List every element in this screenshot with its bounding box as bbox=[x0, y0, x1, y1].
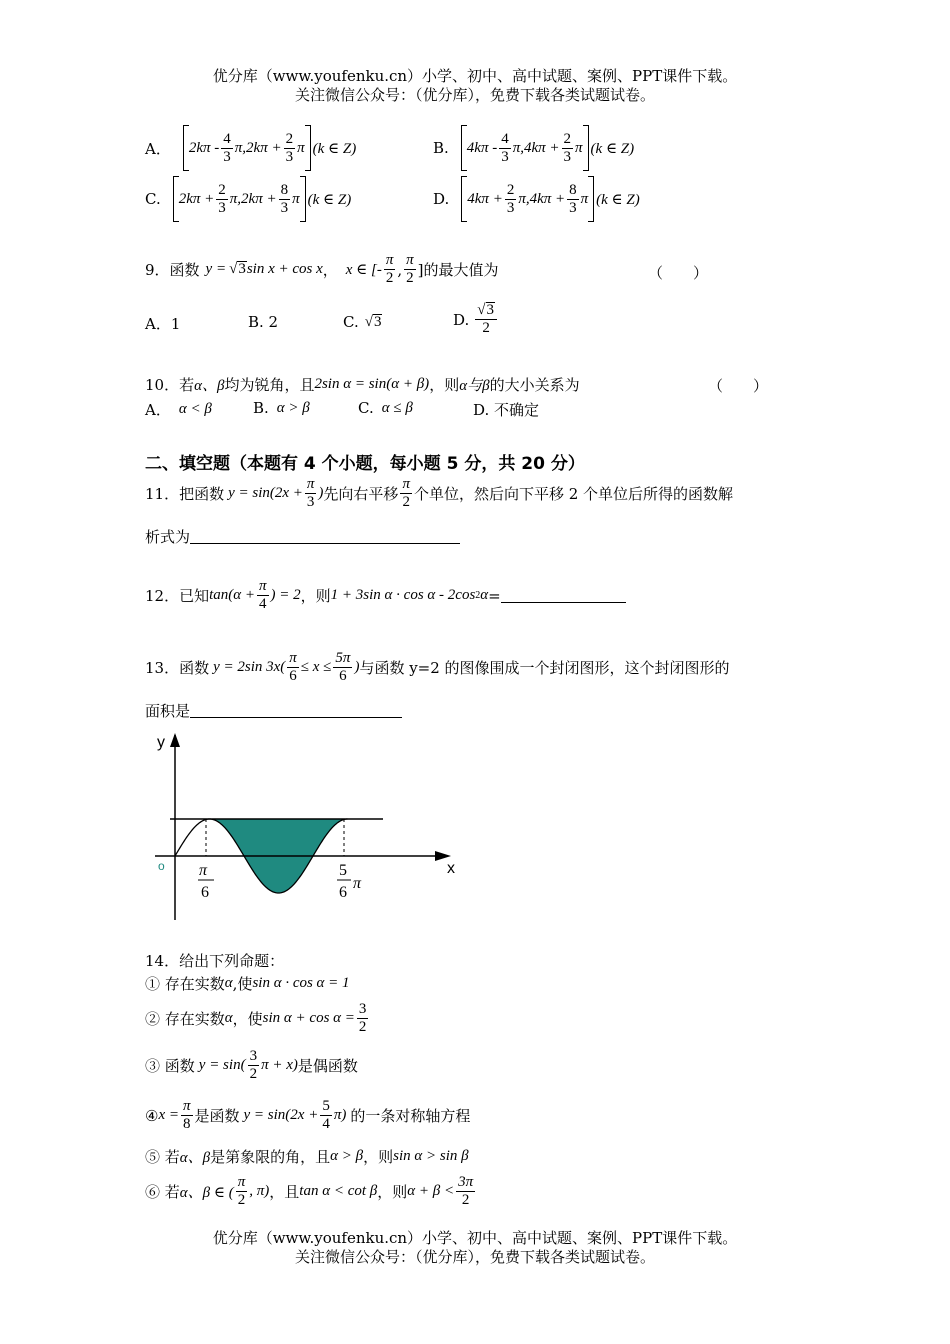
q13-stem bbox=[145, 650, 730, 685]
expr: α、β bbox=[194, 378, 225, 394]
fraction: $\frac{\pi}{3}$ bbox=[306, 476, 315, 510]
tick2-pi: π bbox=[353, 875, 362, 892]
q14-item-3 bbox=[145, 1048, 358, 1083]
expr: x = bbox=[158, 1107, 179, 1123]
expr: π,2kπ + bbox=[229, 190, 277, 207]
item-text: ,使 bbox=[232, 975, 253, 993]
q10-option-c bbox=[358, 399, 413, 417]
fraction: $\frac{2}{3}$ bbox=[218, 181, 226, 216]
expr: tan(α + bbox=[209, 587, 256, 603]
expr: x ∈ [- bbox=[345, 262, 382, 278]
option-label: D. bbox=[453, 310, 470, 329]
stem-text: 的大小关系为 bbox=[489, 376, 580, 394]
expr: π,2kπ + bbox=[234, 139, 282, 156]
expr: π bbox=[292, 190, 300, 207]
option-label: C. bbox=[358, 399, 374, 417]
k-in-z: (k ∈ Z) bbox=[307, 191, 352, 208]
q12-stem bbox=[145, 578, 626, 613]
expr: π,4kπ + bbox=[512, 139, 560, 156]
fraction: $\frac{\pi}{4}$ bbox=[259, 578, 267, 612]
option-label: B. bbox=[253, 399, 269, 417]
header-line-2: 关注微信公众号：（优分库），免费下载各类试题试卷。 bbox=[294, 86, 655, 104]
expr: α > β bbox=[276, 399, 310, 416]
expr: α ≤ β bbox=[381, 399, 413, 416]
origin-label: o bbox=[158, 859, 165, 873]
q14-item-4 bbox=[145, 1098, 470, 1133]
expr: ) bbox=[354, 659, 360, 675]
fraction: $\frac{2}{3}$ bbox=[563, 130, 572, 165]
option-label: B. bbox=[433, 139, 449, 157]
k-in-z: (k ∈ Z) bbox=[596, 191, 640, 208]
q14-stem: 14．给出下列命题： bbox=[145, 952, 285, 970]
fraction: $\frac{4}{3}$ bbox=[223, 130, 231, 165]
x-axis-label: x bbox=[447, 860, 455, 877]
fraction: $\frac{3}{2}$ bbox=[358, 1001, 367, 1035]
q8-option-c bbox=[145, 176, 351, 222]
expr: π) bbox=[333, 1107, 347, 1123]
question-number: 12．已知 bbox=[145, 587, 210, 605]
fraction: $\frac{8}{3}$ bbox=[280, 181, 289, 216]
fraction: $\frac{\pi}{2}$ bbox=[237, 1174, 246, 1208]
expr: y = 2sin 3x( bbox=[213, 659, 286, 675]
question-number: 13．函数 bbox=[145, 659, 210, 677]
answer-paren: （ ） bbox=[708, 377, 769, 395]
fraction: $\frac{3\pi}{2}$ bbox=[458, 1174, 474, 1208]
answer-blank[interactable] bbox=[190, 703, 402, 718]
y-axis-arrow bbox=[170, 733, 180, 747]
option-label: C. bbox=[343, 313, 359, 331]
item-text: 的一条对称轴方程 bbox=[350, 1107, 471, 1125]
q11-answer-line bbox=[145, 526, 460, 547]
stem-text: 个单位，然后向下平移 2 个单位后所得的函数解 bbox=[413, 485, 734, 503]
fraction: $\frac{\pi}{2}$ bbox=[385, 252, 394, 286]
bracket-right bbox=[300, 176, 306, 222]
expr: π + x) bbox=[261, 1057, 298, 1073]
expr: π bbox=[580, 190, 589, 207]
stem-text: ，则 bbox=[300, 587, 331, 605]
expr: α + β < bbox=[407, 1183, 455, 1199]
option-label: A． bbox=[145, 139, 171, 158]
separator: , bbox=[397, 260, 403, 279]
header-line-1: 优分库（www.youfenku.cn）小学、初中、高中试题、案例、PPT课件下载。 bbox=[212, 67, 738, 85]
question-number: 9．函数 bbox=[145, 261, 200, 279]
expr: α、β ∈ ( bbox=[179, 1185, 234, 1201]
item-text: ① 存在实数 bbox=[145, 975, 225, 993]
bracket-right bbox=[305, 125, 311, 171]
q14-item-5 bbox=[145, 1146, 469, 1167]
item-text: ③ 函数 bbox=[145, 1057, 195, 1075]
stem-text: 先向右平移 bbox=[323, 485, 399, 503]
item-text: 是第象限的角，且 bbox=[210, 1148, 331, 1166]
expr: α bbox=[224, 1010, 233, 1026]
stem-text: 均为锐角，且 bbox=[224, 376, 315, 394]
stem-text: 面积是 bbox=[145, 702, 191, 720]
item-text: ② 存在实数 bbox=[145, 1010, 225, 1028]
item-text: ，使 bbox=[232, 1010, 263, 1028]
item-text: ，且 bbox=[269, 1183, 300, 1201]
stem-text: 析式为 bbox=[145, 528, 191, 546]
expr: 2kπ + bbox=[178, 190, 215, 207]
q10-stem bbox=[145, 374, 580, 395]
q10-option-b bbox=[253, 399, 310, 417]
stem-text: 的最大值为 bbox=[423, 261, 499, 279]
sine-graph bbox=[145, 725, 465, 925]
item-text: ，则 bbox=[363, 1148, 394, 1166]
fraction: $\frac{\pi}{6}$ bbox=[289, 650, 297, 684]
expr: π bbox=[575, 139, 583, 156]
expr: sin α · cos α = 1 bbox=[252, 975, 350, 991]
q9-option-a: A．1 bbox=[145, 315, 181, 333]
bracket-right bbox=[583, 125, 589, 171]
answer-blank[interactable] bbox=[501, 588, 626, 603]
fraction: $\frac{4}{3}$ bbox=[501, 130, 509, 165]
expr: π bbox=[297, 139, 305, 156]
item-text: ⑤ 若 bbox=[145, 1148, 180, 1166]
fraction: $\frac{\pi}{2}$ bbox=[402, 476, 410, 510]
expr: 4kπ - bbox=[466, 139, 498, 156]
expr: sin α > sin β bbox=[393, 1148, 469, 1164]
superscript: 2 bbox=[475, 590, 481, 601]
footer-line-2: 关注微信公众号：（优分库），免费下载各类试题试卷。 bbox=[294, 1248, 655, 1266]
expr: y = sin( bbox=[198, 1057, 246, 1073]
expr: ] bbox=[417, 260, 424, 279]
fraction: $\frac{2}{3}$ bbox=[285, 130, 294, 165]
fraction: $\frac{5}{4}$ bbox=[322, 1098, 330, 1132]
fraction: $\frac{\pi}{8}$ bbox=[182, 1098, 191, 1132]
item-text: 是函数 bbox=[194, 1107, 240, 1125]
expr: , π) bbox=[249, 1183, 270, 1199]
item-text: ④ bbox=[145, 1106, 159, 1125]
expr: y = sin(2x + bbox=[228, 485, 303, 501]
expr: π,4kπ + bbox=[518, 190, 566, 207]
option-label: D. bbox=[433, 190, 450, 208]
fraction: $\frac{√3}{2}$ bbox=[475, 302, 497, 337]
q9-option-b: B. 2 bbox=[248, 313, 279, 331]
tick1-numerator: π bbox=[199, 862, 208, 879]
bracket-right bbox=[588, 176, 594, 222]
footer-line-1: 优分库（www.youfenku.cn）小学、初中、高中试题、案例、PPT课件下载。 bbox=[212, 1229, 738, 1247]
q8-option-b bbox=[433, 125, 634, 171]
expr: α bbox=[480, 587, 489, 603]
q9-option-d bbox=[453, 302, 499, 337]
fraction: $\frac{2}{3}$ bbox=[506, 181, 515, 216]
expr: sin x + cos x bbox=[246, 261, 323, 277]
q10-option-d: D. 不确定 bbox=[473, 401, 540, 419]
q13-answer-line bbox=[145, 700, 402, 721]
expr: 2kπ - bbox=[188, 139, 220, 156]
fraction: $\frac{\pi}{2}$ bbox=[406, 252, 414, 286]
section-title: 二、填空题（本题有 4 个小题，每小题 5 分，共 20 分） bbox=[145, 454, 585, 474]
answer-blank[interactable] bbox=[190, 529, 460, 544]
item-text: ⑥ 若 bbox=[145, 1183, 180, 1201]
expr: y = sin(2x + bbox=[243, 1107, 319, 1123]
expr: tan α < cot β bbox=[299, 1183, 378, 1199]
expr: α > β bbox=[330, 1148, 364, 1164]
fraction: $\frac{5\pi}{6}$ bbox=[335, 650, 351, 684]
expr: α < β bbox=[178, 401, 212, 417]
expr: ) bbox=[318, 485, 324, 501]
expr: sin α + cos α = bbox=[262, 1010, 355, 1026]
q9-stem bbox=[145, 252, 499, 287]
expr: 2sin α = sin(α + β) bbox=[314, 376, 430, 392]
sqrt-expr: √3 bbox=[229, 261, 246, 277]
separator: ， bbox=[322, 261, 338, 279]
expr: α、β bbox=[179, 1150, 211, 1166]
q14-item-1 bbox=[145, 973, 350, 994]
item-text: 是偶函数 bbox=[297, 1057, 358, 1075]
option-label: A． bbox=[145, 401, 171, 419]
k-in-z: (k ∈ Z) bbox=[312, 140, 357, 157]
y-axis-label: y bbox=[157, 734, 165, 751]
fraction: $\frac{8}{3}$ bbox=[569, 181, 577, 216]
stem-text: 与函数 y=2 的图像围成一个封闭图形，这个封闭图形的 bbox=[359, 659, 730, 677]
sqrt-expr: √3 bbox=[364, 313, 382, 330]
q14-item-6 bbox=[145, 1174, 477, 1209]
expr: ≤ x ≤ bbox=[300, 659, 332, 675]
expr: 1 + 3sin α · cos α - 2cos bbox=[330, 587, 476, 603]
expr: y = bbox=[205, 261, 227, 277]
q14-item-2 bbox=[145, 1001, 370, 1036]
question-number: 10．若 bbox=[145, 376, 195, 394]
tick1-denominator: 6 bbox=[201, 884, 209, 901]
expr: α bbox=[224, 975, 233, 991]
q8-option-d bbox=[433, 176, 640, 222]
expr: α与β bbox=[459, 378, 490, 394]
q8-option-a bbox=[145, 125, 356, 171]
q10-option-a bbox=[145, 399, 212, 420]
tick2-numerator: 5 bbox=[339, 862, 347, 879]
expr: ) = 2 bbox=[270, 587, 301, 603]
tick2-denominator: 6 bbox=[339, 884, 347, 901]
expr: 4kπ + bbox=[467, 190, 503, 207]
item-text: ，则 bbox=[377, 1183, 408, 1201]
fraction: $\frac{3}{2}$ bbox=[249, 1048, 258, 1082]
option-label: C. bbox=[145, 190, 161, 208]
equals: = bbox=[488, 586, 501, 605]
answer-paren: （ ） bbox=[648, 264, 709, 282]
q11-stem bbox=[145, 476, 733, 511]
question-number: 11．把函数 bbox=[145, 485, 225, 503]
k-in-z: (k ∈ Z) bbox=[590, 140, 635, 157]
stem-text: ，则 bbox=[429, 376, 460, 394]
q9-option-c bbox=[343, 313, 382, 331]
